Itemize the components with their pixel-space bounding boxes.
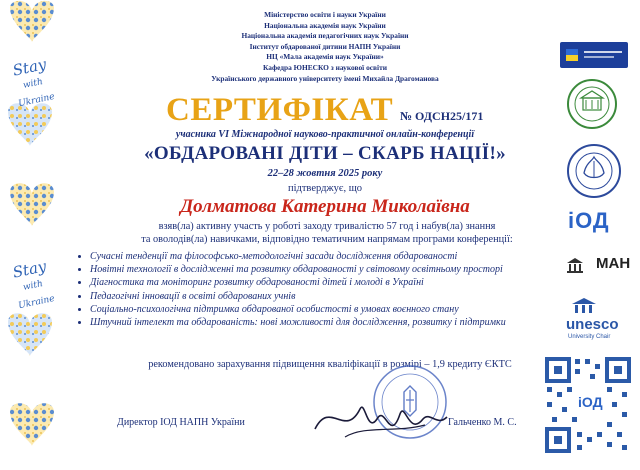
header-line: Національна академія педагогічних наук України bbox=[241, 31, 409, 41]
recipient-name: Долматова Катерина Миколаївна bbox=[180, 196, 470, 217]
conference-name: «ОБДАРОВАНІ ДІТИ – СКАРБ НАЦІЇ!» bbox=[144, 143, 506, 164]
certificate-number: № ОДСН25/171 bbox=[400, 109, 484, 123]
man-text: МАН bbox=[596, 255, 631, 272]
director-signature bbox=[305, 389, 455, 454]
director-title: Директор ІОД НАПН України bbox=[117, 417, 245, 428]
unesco-chair-logo bbox=[566, 296, 632, 346]
heart-4 bbox=[8, 313, 52, 356]
unesco-temple-icon bbox=[566, 256, 584, 274]
decorative-left-column bbox=[0, 0, 74, 465]
director-name: Гальченко М. С. bbox=[448, 417, 517, 428]
topic-item: • Сучасні тенденції та філософсько-методологічні засади дослідження обдарованості bbox=[90, 251, 560, 263]
participant-line: учасника VI Міжнародної науково-практичної онлайн-конференції bbox=[175, 129, 475, 140]
header-line: НЦ «Мала академія наук України» bbox=[266, 52, 384, 62]
ua-badge-logo bbox=[560, 42, 628, 68]
topic-item: • Новітні технології в дослідженні та розвитку обдарованості у світовому освітньому просторі bbox=[90, 264, 560, 276]
header-line: Українського державного університету імені Михайла Драгоманова bbox=[211, 73, 439, 83]
institute-round-logo bbox=[566, 143, 622, 199]
participation-text bbox=[112, 221, 542, 246]
stay-with-ukraine-logo-1: Stay with Ukraine bbox=[11, 55, 56, 110]
topic-item: • Педагогічні інновації в освіті обдарованих учнів bbox=[90, 291, 560, 303]
header-line: Інститут обдарованої дитини НАПН України bbox=[249, 41, 401, 51]
header-line: Міністерство освіти і науки України bbox=[264, 10, 386, 19]
credits-recommendation: рекомендовано зарахування підвищення кваліфікації в розмірі – 1,9 кредиту ЄКТС bbox=[148, 359, 512, 370]
napn-academy-logo bbox=[566, 78, 618, 130]
heart-3 bbox=[10, 183, 54, 226]
issuer-header bbox=[150, 10, 500, 84]
temple-icon bbox=[570, 296, 598, 316]
confirms-text: підтверджує, що bbox=[287, 183, 363, 194]
iod-logo: іОД bbox=[568, 208, 610, 233]
heart-5 bbox=[10, 403, 54, 446]
qr-center-logo: іОД bbox=[578, 394, 603, 410]
man-logo bbox=[566, 253, 632, 279]
conference-dates: 22–28 жовтня 2025 року bbox=[267, 168, 383, 179]
body-line-2: та оволодів(ла) навичками, відповідно тематичним напрямам програми конференції: bbox=[141, 233, 513, 245]
qr-code[interactable] bbox=[543, 355, 633, 455]
flag-icon bbox=[560, 42, 628, 68]
certificate-title: СЕРТИФІКАТ bbox=[166, 92, 394, 128]
heart-1 bbox=[10, 1, 54, 42]
topic-item: • Штучний інтелект та обдарованість: нові можливості для дослідження, розвитку і підтримки bbox=[90, 317, 560, 329]
unesco-label: unesco bbox=[566, 316, 619, 333]
university-chair-label: University Chair bbox=[568, 334, 611, 340]
topics-list bbox=[76, 251, 560, 330]
body-line-1: взяв(ла) активну участь у роботі заходу тривалістю 57 год і набув(ла) знання bbox=[158, 221, 496, 232]
stay-with-ukraine-logo-2: Stay with Ukraine bbox=[11, 257, 56, 312]
topic-item: • Діагностика та моніторинг розвитку обдарованості дітей і молоді в Україні bbox=[90, 277, 560, 289]
header-line: Національна академія наук України bbox=[264, 20, 386, 30]
header-line: Кафедра ЮНЕСКО з наукової освіти bbox=[263, 62, 387, 72]
topic-item: • Соціально-психологічна підтримка обдарованої особистості в умовах воєнного стану bbox=[90, 304, 560, 316]
